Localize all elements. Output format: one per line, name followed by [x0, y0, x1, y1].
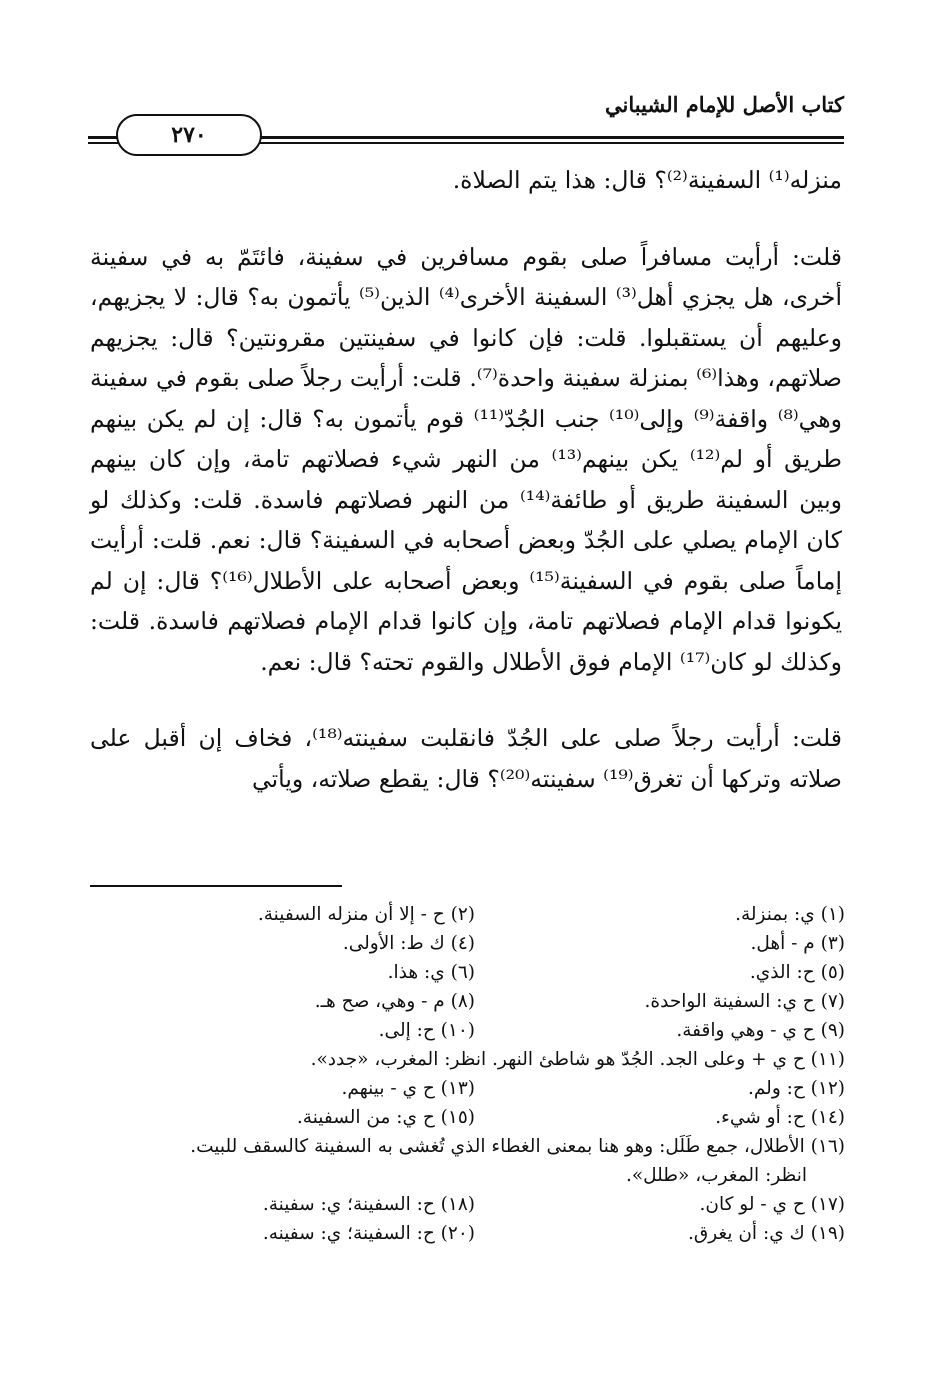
footnote: (١٦) الأطلال، جمع طَلَل: وهو هنا بمعنى الغطاء الذي تُغشى به السفينة كالسقف للبيت. [190, 1136, 845, 1157]
footnote: (٨) م - وهي، صح هـ. [314, 991, 475, 1012]
footnote: (١٥) ح ي: من السفينة. [296, 1107, 475, 1128]
footnote: (١) ي: بمنزلة. [735, 904, 845, 925]
footnote: (٥) ح: الذي. [749, 962, 845, 983]
footnote: (١٠) ح: إلى. [378, 1020, 475, 1041]
paragraph: منزله⁽¹⁾ السفينة⁽²⁾؟ قال: هذا يتم الصلاة. [452, 166, 842, 194]
paragraph: قلت: أرأيت مسافراً صلى بقوم مسافرين في سفينة، فائتَمّ به في سفينة أخرى، هل يجزي أهل⁽³⁾ السفينة الأخرى⁽⁴⁾ الذين⁽⁵⁾ يأتمون به؟ قال: لا يجزيهم، وعليهم أن يستقبلوا. قلت: فإن كانوا في سفينتين مقرونتين؟ قال: يجزيهم صلاتهم، وهذا⁽⁶⁾ بمنزلة سفينة واحدة⁽⁷⁾. قلت: أرأيت رجلاً صلى بقوم في سفينة وهي⁽⁸⁾ واقفة⁽⁹⁾ وإلى⁽¹⁰⁾ جنب الجُدّ⁽¹¹⁾ قوم يأتمون به؟ قال: إن لم يكن بينهم طريق أو لم⁽¹²⁾ يكن بينهم⁽¹³⁾ من النهر شيء فصلاتهم تامة، وإن كان بينهم وبين السفينة طريق أو طائفة⁽¹⁴⁾ من النهر فصلاتهم فاسدة. قلت: وكذلك لو كان الإمام يصلي على الجُدّ وبعض أصحابه في السفينة؟ قال: نعم. قلت: أرأيت إماماً صلى بقوم في السفينة⁽¹⁵⁾ وبعض أصحابه على الأطلال⁽¹⁶⁾؟ قال: إن لم يكونوا قدام الإمام فصلاتهم تامة، وإن كانوا قدام الإمام فصلاتهم فاسدة. قلت: وكذلك لو كان⁽¹⁷⁾ الإمام فوق الأطلال والقوم تحته؟ قال: نعم. [90, 242, 843, 676]
footnote: (١٨) ح: السفينة؛ ي: سفينة. [262, 1194, 475, 1215]
paragraph: قلت: أرأيت رجلاً صلى على الجُدّ فانقلبت سفينته⁽¹⁸⁾، فخاف إن أقبل على صلاته وتركها أن تغرق⁽¹⁹⁾ سفينته⁽²⁰⁾؟ قال: يقطع صلاته، ويأتي [90, 724, 842, 793]
main-text [90, 160, 842, 799]
footnote-continuation: انظر: المغرب، «طلل». [625, 1165, 807, 1186]
footnote: (٧) ح ي: السفينة الواحدة. [644, 991, 845, 1012]
footnote: (١٣) ح ي - بينهم. [341, 1078, 475, 1099]
book-title: كتاب الأصل للإمام الشيباني [605, 92, 844, 117]
footnote: (١١) ح ي + وعلى الجد. الجُدّ هو شاطئ النهر. انظر: المغرب، «جدد». [310, 1049, 845, 1070]
page-header [88, 88, 844, 148]
footnote-separator [90, 885, 342, 887]
footnote: (٢) ح - إلا أن منزله السفينة. [257, 904, 475, 925]
page-number: ٢٧٠ [116, 114, 262, 156]
footnote: (٢٠) ح: السفينة؛ ي: سفينه. [262, 1223, 475, 1244]
footnote: (٩) ح ي - وهي واقفة. [676, 1020, 845, 1041]
footnotes [93, 900, 845, 1248]
footnote: (٦) ي: هذا. [387, 962, 475, 983]
footnote: (١٩) ك ي: أن يغرق. [687, 1223, 845, 1244]
footnote: (١٤) ح: أو شيء. [715, 1107, 845, 1128]
footnote: (٤) ك ط: الأولى. [342, 933, 475, 954]
footnote: (١٢) ح: ولم. [747, 1078, 845, 1099]
footnote: (١٧) ح ي - لو كان. [699, 1194, 845, 1215]
footnote: (٣) م - أهل. [750, 933, 845, 954]
